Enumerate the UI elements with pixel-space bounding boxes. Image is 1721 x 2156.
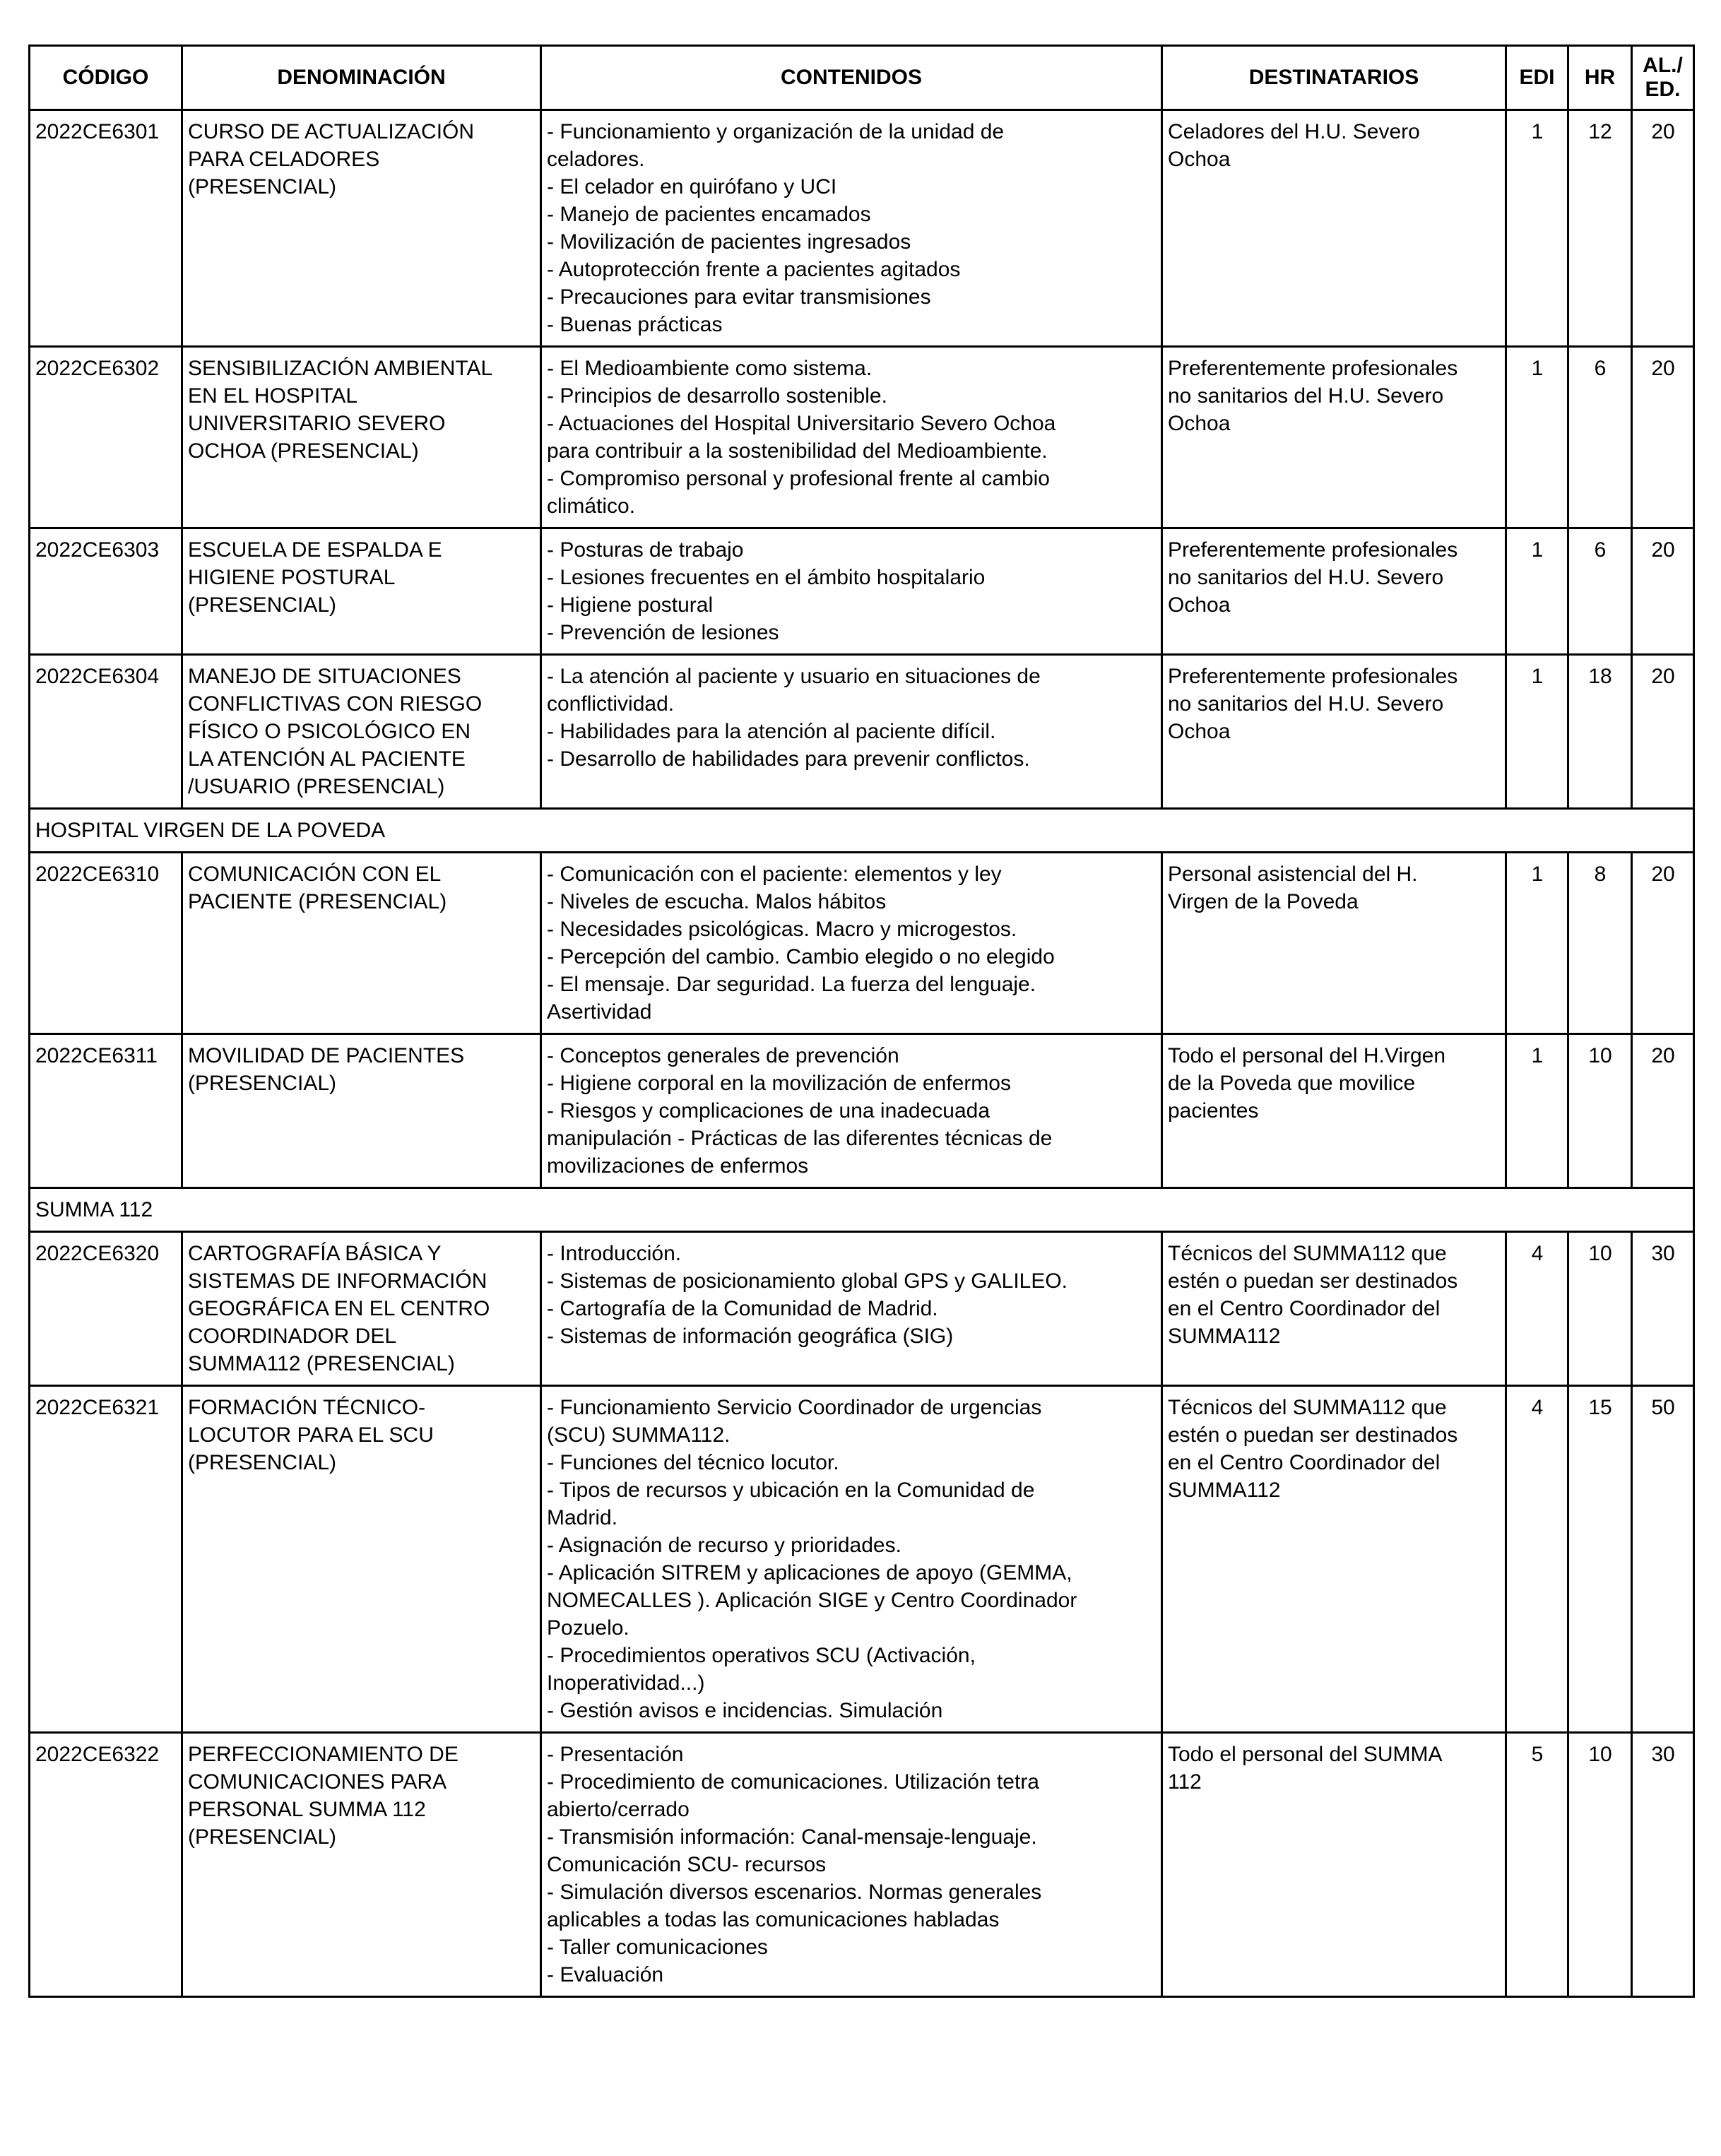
course-edi: 4: [1506, 1232, 1568, 1386]
course-name: [182, 655, 541, 809]
header-edi: EDI: [1506, 46, 1568, 110]
course-contents-line: - Asignación de recurso y prioridades.: [547, 1534, 901, 1557]
course-recipients: [1162, 110, 1506, 347]
course-al-ed: 20: [1632, 655, 1694, 809]
table-row: [30, 528, 1694, 655]
course-contents-line: - Aplicación SITREM y aplicaciones de apoyo (GEMMA,: [547, 1561, 1072, 1585]
course-recipients-line: no sanitarios del H.U. Severo: [1168, 384, 1444, 408]
course-contents-line: - Cartografía de la Comunidad de Madrid.: [547, 1297, 938, 1320]
course-recipients: [1162, 1232, 1506, 1386]
section-summa-112: SUMMA 112: [30, 1188, 1694, 1232]
course-contents-line: - Principios de desarrollo sostenible.: [547, 384, 887, 408]
header-row: [30, 46, 1694, 110]
course-edi: 1: [1506, 853, 1568, 1034]
course-contents-line: - Actuaciones del Hospital Universitario Severo Ochoa: [547, 412, 1056, 435]
course-recipients-line: Celadores del H.U. Severo: [1168, 120, 1420, 143]
course-contents-line: - Comunicación con el paciente: elementos y ley: [547, 863, 1002, 886]
course-name-line: SUMMA112 (PRESENCIAL): [188, 1352, 455, 1375]
header-destinatarios: DESTINATARIOS: [1162, 46, 1506, 110]
course-edi: 1: [1506, 110, 1568, 347]
course-recipients-line: en el Centro Coordinador del: [1168, 1451, 1441, 1474]
course-hr: 8: [1568, 853, 1632, 1034]
course-contents-line: - El mensaje. Dar seguridad. La fuerza del lenguaje.: [547, 973, 1036, 996]
course-al-ed: 50: [1632, 1386, 1694, 1733]
course-name-line: SENSIBILIZACIÓN AMBIENTAL: [188, 357, 493, 380]
course-contents-line: - El Medioambiente como sistema.: [547, 357, 873, 380]
course-hr: 10: [1568, 1232, 1632, 1386]
course-contents-line: - Funciones del técnico locutor.: [547, 1451, 839, 1474]
course-contents-line: - Higiene corporal en la movilización de enfermos: [547, 1072, 1011, 1095]
course-recipients-line: en el Centro Coordinador del: [1168, 1297, 1441, 1320]
course-contents-line: - Sistemas de información geográfica (SIG): [547, 1325, 954, 1348]
course-hr: 6: [1568, 528, 1632, 655]
course-recipients: [1162, 853, 1506, 1034]
course-contents-line: - Gestión avisos e incidencias. Simulación: [547, 1699, 943, 1722]
course-contents: [541, 528, 1162, 655]
course-name-line: PERFECCIONAMIENTO DE: [188, 1743, 459, 1766]
table-row: [30, 655, 1694, 809]
course-code: 2022CE6322: [30, 1733, 182, 1997]
course-contents: [541, 110, 1162, 347]
course-recipients-line: Preferentemente profesionales: [1168, 665, 1458, 688]
course-hr: 10: [1568, 1733, 1632, 1997]
course-edi: 5: [1506, 1733, 1568, 1997]
course-name: [182, 110, 541, 347]
course-contents-line: - Autoprotección frente a pacientes agitados: [547, 258, 961, 281]
course-name-line: (PRESENCIAL): [188, 175, 337, 199]
course-name-line: COMUNICACIÓN CON EL: [188, 863, 442, 886]
course-recipients-line: SUMMA112: [1168, 1325, 1281, 1348]
course-recipients-line: Preferentemente profesionales: [1168, 538, 1458, 562]
course-contents-line: manipulación - Prácticas de las diferentes técnicas de: [547, 1127, 1053, 1150]
course-name-line: LOCUTOR PARA EL SCU: [188, 1423, 434, 1447]
course-name-line: FÍSICO O PSICOLÓGICO EN: [188, 720, 471, 743]
course-contents-line: - Manejo de pacientes encamados: [547, 203, 871, 226]
course-contents-line: - Funcionamiento y organización de la unidad de: [547, 120, 1005, 143]
course-recipients-line: Virgen de la Poveda: [1168, 890, 1359, 913]
course-recipients-line: Técnicos del SUMMA112 que: [1168, 1396, 1447, 1419]
course-recipients-line: no sanitarios del H.U. Severo: [1168, 566, 1444, 589]
course-name: [182, 1733, 541, 1997]
course-code: 2022CE6310: [30, 853, 182, 1034]
course-contents-line: Comunicación SCU- recursos: [547, 1853, 827, 1876]
course-recipients-line: Ochoa: [1168, 148, 1231, 171]
table-row: [30, 1386, 1694, 1733]
course-contents-line: conflictividad.: [547, 692, 675, 716]
course-name-line: MANEJO DE SITUACIONES: [188, 665, 461, 688]
course-recipients-line: Personal asistencial del H.: [1168, 863, 1418, 886]
course-al-ed: 20: [1632, 528, 1694, 655]
course-recipients-line: estén o puedan ser destinados: [1168, 1423, 1458, 1447]
course-contents-line: Inoperatividad...): [547, 1671, 705, 1695]
course-edi: 1: [1506, 528, 1568, 655]
course-contents: [541, 1034, 1162, 1188]
course-name: [182, 1232, 541, 1386]
course-hr: 10: [1568, 1034, 1632, 1188]
course-contents: [541, 1733, 1162, 1997]
course-name-line: EN EL HOSPITAL: [188, 384, 358, 408]
header-al-ed: [1632, 46, 1694, 110]
course-recipients-line: Ochoa: [1168, 412, 1231, 435]
course-al-ed: 30: [1632, 1733, 1694, 1997]
course-name: [182, 528, 541, 655]
course-code: 2022CE6302: [30, 347, 182, 528]
course-recipients-line: 112: [1168, 1770, 1202, 1794]
course-contents-line: - Conceptos generales de prevención: [547, 1044, 899, 1067]
course-contents-line: - Necesidades psicológicas. Macro y microgestos.: [547, 918, 1017, 941]
course-recipients-line: estén o puedan ser destinados: [1168, 1269, 1458, 1293]
course-hr: 18: [1568, 655, 1632, 809]
course-contents-line: - Evaluación: [547, 1963, 664, 1986]
header-denominacion: DENOMINACIÓN: [182, 46, 541, 110]
course-contents-line: NOMECALLES ). Aplicación SIGE y Centro Coordinador: [547, 1589, 1077, 1612]
course-name-line: HIGIENE POSTURAL: [188, 566, 396, 589]
course-contents-line: - Percepción del cambio. Cambio elegido o no elegido: [547, 945, 1055, 969]
course-edi: 1: [1506, 655, 1568, 809]
course-contents: [541, 1232, 1162, 1386]
course-hr: 15: [1568, 1386, 1632, 1733]
course-contents: [541, 1386, 1162, 1733]
course-contents-line: - La atención al paciente y usuario en situaciones de: [547, 665, 1041, 688]
course-recipients: [1162, 1034, 1506, 1188]
course-al-ed: 20: [1632, 347, 1694, 528]
course-name-line: (PRESENCIAL): [188, 593, 337, 617]
section-hospital-virgen-de-la-poveda: HOSPITAL VIRGEN DE LA POVEDA: [30, 809, 1694, 853]
course-edi: 4: [1506, 1386, 1568, 1733]
course-al-ed: 30: [1632, 1232, 1694, 1386]
course-contents-line: - Tipos de recursos y ubicación en la Comunidad de: [547, 1479, 1035, 1502]
course-name-line: (PRESENCIAL): [188, 1825, 337, 1849]
course-recipients-line: Todo el personal del H.Virgen: [1168, 1044, 1446, 1067]
course-name-line: COMUNICACIONES PARA: [188, 1770, 447, 1794]
course-contents-line: - Prevención de lesiones: [547, 621, 779, 644]
course-contents-line: - Procedimientos operativos SCU (Activación,: [547, 1644, 976, 1667]
course-contents-line: - Procedimiento de comunicaciones. Utilización tetra: [547, 1770, 1039, 1794]
course-contents-line: para contribuir a la sostenibilidad del Medioambiente.: [547, 439, 1048, 463]
course-recipients-line: no sanitarios del H.U. Severo: [1168, 692, 1444, 716]
course-contents-line: - Compromiso personal y profesional frente al cambio: [547, 467, 1050, 490]
course-recipients: [1162, 1386, 1506, 1733]
course-hr: 6: [1568, 347, 1632, 528]
course-contents-line: - Riesgos y complicaciones de una inadecuada: [547, 1099, 990, 1123]
course-name-line: FORMACIÓN TÉCNICO-: [188, 1396, 426, 1419]
course-code: 2022CE6311: [30, 1034, 182, 1188]
course-name: [182, 347, 541, 528]
course-name-line: CARTOGRAFÍA BÁSICA Y: [188, 1242, 442, 1265]
course-contents-line: - Presentación: [547, 1743, 684, 1766]
course-code: 2022CE6321: [30, 1386, 182, 1733]
course-name-line: (PRESENCIAL): [188, 1451, 337, 1474]
course-recipients-line: Ochoa: [1168, 720, 1231, 743]
course-contents-line: - Movilización de pacientes ingresados: [547, 230, 911, 254]
course-contents-line: - Precauciones para evitar transmisiones: [547, 285, 931, 309]
course-edi: 1: [1506, 1034, 1568, 1188]
course-contents: [541, 853, 1162, 1034]
course-name-line: LA ATENCIÓN AL PACIENTE: [188, 747, 466, 771]
course-recipients-line: pacientes: [1168, 1099, 1259, 1123]
course-contents-line: movilizaciones de enfermos: [547, 1154, 809, 1178]
course-name: [182, 1386, 541, 1733]
course-contents-line: - Posturas de trabajo: [547, 538, 744, 562]
course-recipients-line: Preferentemente profesionales: [1168, 357, 1458, 380]
section-row: [30, 1188, 1694, 1232]
course-contents-line: celadores.: [547, 148, 645, 171]
course-code: 2022CE6304: [30, 655, 182, 809]
course-contents-line: - Transmisión información: Canal-mensaje-lenguaje.: [547, 1825, 1037, 1849]
course-edi: 1: [1506, 347, 1568, 528]
course-al-ed: 20: [1632, 853, 1694, 1034]
course-al-ed: 20: [1632, 1034, 1694, 1188]
course-recipients: [1162, 528, 1506, 655]
header-codigo: CÓDIGO: [30, 46, 182, 110]
course-contents: [541, 347, 1162, 528]
table-row: [30, 1733, 1694, 1997]
course-contents-line: - Desarrollo de habilidades para prevenir conflictos.: [547, 747, 1030, 771]
course-contents-line: - Funcionamiento Servicio Coordinador de urgencias: [547, 1396, 1042, 1419]
course-contents-line: - Buenas prácticas: [547, 313, 723, 336]
course-name-line: UNIVERSITARIO SEVERO: [188, 412, 446, 435]
course-name-line: COORDINADOR DEL: [188, 1325, 397, 1348]
course-code: 2022CE6301: [30, 110, 182, 347]
course-contents-line: climático.: [547, 494, 636, 518]
course-recipients-line: de la Poveda que movilice: [1168, 1072, 1416, 1095]
course-al-ed: 20: [1632, 110, 1694, 347]
course-name-line: CURSO DE ACTUALIZACIÓN: [188, 120, 475, 143]
course-recipients-line: Técnicos del SUMMA112 que: [1168, 1242, 1447, 1265]
course-contents: [541, 655, 1162, 809]
section-row: [30, 809, 1694, 853]
table-row: [30, 347, 1694, 528]
course-contents-line: - Habilidades para la atención al paciente difícil.: [547, 720, 996, 743]
course-hr: 12: [1568, 110, 1632, 347]
course-code: 2022CE6320: [30, 1232, 182, 1386]
course-name-line: GEOGRÁFICA EN EL CENTRO: [188, 1297, 490, 1320]
header-contenidos: CONTENIDOS: [541, 46, 1162, 110]
table-row: [30, 853, 1694, 1034]
course-contents-line: abierto/cerrado: [547, 1798, 690, 1821]
course-name-line: SISTEMAS DE INFORMACIÓN: [188, 1269, 487, 1293]
course-name-line: PACIENTE (PRESENCIAL): [188, 890, 447, 913]
course-contents-line: - Sistemas de posicionamiento global GPS y GALILEO.: [547, 1269, 1068, 1293]
course-name-line: (PRESENCIAL): [188, 1072, 337, 1095]
course-name-line: MOVILIDAD DE PACIENTES: [188, 1044, 465, 1067]
course-name: [182, 1034, 541, 1188]
course-name-line: PERSONAL SUMMA 112: [188, 1798, 426, 1821]
table-row: [30, 1034, 1694, 1188]
course-code: 2022CE6303: [30, 528, 182, 655]
course-contents-line: - Higiene postural: [547, 593, 714, 617]
table-row: [30, 1232, 1694, 1386]
course-recipients: [1162, 1733, 1506, 1997]
course-contents-line: Madrid.: [547, 1506, 618, 1529]
course-name-line: CONFLICTIVAS CON RIESGO: [188, 692, 483, 716]
course-name-line: OCHOA (PRESENCIAL): [188, 439, 419, 463]
course-name-line: PARA CELADORES: [188, 148, 380, 171]
course-name-line: /USUARIO (PRESENCIAL): [188, 775, 445, 798]
course-recipients-line: SUMMA112: [1168, 1479, 1281, 1502]
course-contents-line: - Simulación diversos escenarios. Normas generales: [547, 1880, 1042, 1904]
course-contents-line: aplicables a todas las comunicaciones habladas: [547, 1908, 1000, 1931]
course-contents-line: - Taller comunicaciones: [547, 1936, 768, 1959]
courses-table: [28, 45, 1695, 1998]
course-name-line: ESCUELA DE ESPALDA E: [188, 538, 442, 562]
course-contents-line: Pozuelo.: [547, 1616, 629, 1640]
course-name: [182, 853, 541, 1034]
course-recipients-line: Todo el personal del SUMMA: [1168, 1743, 1443, 1766]
course-contents-line: - El celador en quirófano y UCI: [547, 175, 837, 199]
course-recipients: [1162, 347, 1506, 528]
course-recipients-line: Ochoa: [1168, 593, 1231, 617]
header-hr: HR: [1568, 46, 1632, 110]
header-al-ed-line-2: ED.: [1645, 78, 1681, 101]
course-recipients: [1162, 655, 1506, 809]
course-contents-line: - Introducción.: [547, 1242, 682, 1265]
table-row: [30, 110, 1694, 347]
course-contents-line: (SCU) SUMMA112.: [547, 1423, 731, 1447]
header-al-ed-line-1: AL./: [1643, 54, 1683, 77]
course-contents-line: - Niveles de escucha. Malos hábitos: [547, 890, 887, 913]
course-contents-line: Asertividad: [547, 1000, 652, 1024]
course-contents-line: - Lesiones frecuentes en el ámbito hospitalario: [547, 566, 986, 589]
